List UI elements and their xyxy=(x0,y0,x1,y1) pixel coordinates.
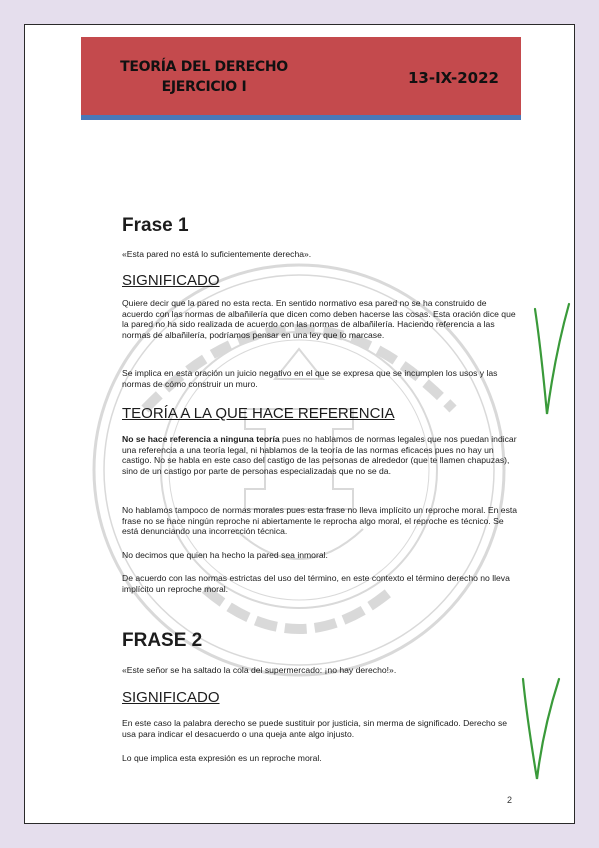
page-number: 2 xyxy=(507,795,513,805)
checkmark-icon xyxy=(525,297,575,427)
frase2-heading: FRASE 2 xyxy=(122,630,203,651)
frase1-quote: «Esta pared no está lo suficientemente derecha». xyxy=(122,249,312,259)
frase1-significado-heading: SIGNIFICADO xyxy=(122,272,220,289)
header-title xyxy=(119,57,289,97)
frase2-significado-p2: Lo que implica esta expresión es un reproche moral. xyxy=(122,753,322,763)
header-title-line1: TEORÍA DEL DERECHO xyxy=(120,59,288,75)
frase1-significado-p2: Se implica en esta oración un juicio negativo en el que se expresa que se incumplen los usos y las normas de cómo construir un muro. xyxy=(122,368,498,389)
frase1-heading: Frase 1 xyxy=(122,215,189,236)
header-band xyxy=(81,37,521,120)
frase1-teoria-p2: No hablamos tampoco de normas morales pues esta frase no lleva implícito un reproche moral. En esta frase no se hace ningún reproche ni abiertamente le reprocha algo moral, el reproche es técnico. Se está denunciando una incorrección técnica. xyxy=(122,505,518,537)
frase2-significado-heading: SIGNIFICADO xyxy=(122,689,220,706)
frase2-quote: «Este señor se ha saltado la cola del supermercado: ¡no hay derecho!». xyxy=(122,665,397,675)
frase2-significado-p1: En este caso la palabra derecho se puede sustituir por justicia, sin merma de significado. Derecho se usa para indicar el desacuerdo o una queja ante algo injusto. xyxy=(122,718,508,739)
frase1-teoria-p3: No decimos que quien ha hecho la pared sea inmoral. xyxy=(122,550,328,560)
frase1-significado-p1: Quiere decir que la pared no esta recta. En sentido normativo esa pared no se ha construido de acuerdo con las normas de albañilería que dicen como deben hacerse las cosas. Esta oración dice que la pared no ha sido realizada de acuerdo con las normas de albañilería. Haciendo referencia a las normas de albañilería, podríamos pensar en una ley que lo marcase. xyxy=(122,298,516,340)
frase1-teoria-p4: De acuerdo con las normas estrictas del uso del término, en este contexto el término derecho no lleva implícito un reproche moral. xyxy=(122,573,510,594)
frase1-teoria-p1-rest: pues no hablamos de normas legales que nos puedan indicar una referencia a una teoría legal, ni hablamos de la teoría de las normas eficaces pues no hay un castigo. No se habla en este caso del castigo de las personas de alrededor (que te llamen chapuzas), sino de un castigo por parte de personas especializadas que no se da. xyxy=(122,434,517,476)
header-title-line2: EJERCICIO I xyxy=(161,79,247,95)
document-page xyxy=(24,24,575,824)
checkmark-icon xyxy=(515,673,565,783)
header-date: 13-IX-2022 xyxy=(408,69,499,87)
frase1-teoria-p1-bold: No se hace referencia a ninguna teoría xyxy=(122,434,280,444)
frase1-teoria-heading: TEORÍA A LA QUE HACE REFERENCIA xyxy=(122,405,395,422)
frase1-teoria-p1 xyxy=(122,434,518,476)
